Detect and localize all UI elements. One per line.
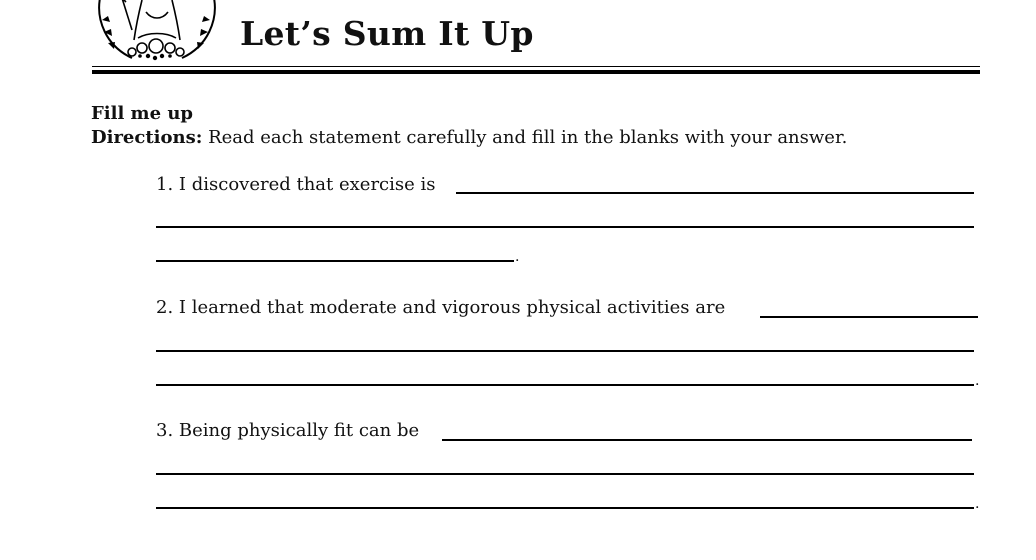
question-2-period: . bbox=[975, 373, 980, 389]
question-1-blank-2[interactable] bbox=[156, 226, 974, 228]
directions-label: Directions: bbox=[91, 127, 203, 148]
question-2-blank-3[interactable] bbox=[156, 384, 974, 386]
section-heading: Fill me up bbox=[91, 103, 193, 124]
directions bbox=[91, 127, 847, 149]
question-3-blank-1[interactable] bbox=[442, 439, 972, 441]
question-1-blank-1[interactable] bbox=[456, 192, 974, 194]
page-title: Let’s Sum It Up bbox=[240, 14, 534, 53]
woman-with-flowers-emblem-icon bbox=[92, 0, 222, 66]
question-3-text: 3. Being physically fit can be bbox=[156, 420, 420, 441]
question-1-period: . bbox=[515, 249, 520, 265]
directions-text: Read each statement carefully and fill in the blanks with your answer. bbox=[202, 127, 848, 148]
question-2-blank-2[interactable] bbox=[156, 350, 974, 352]
question-1-text: 1. I discovered that exercise is bbox=[156, 174, 436, 195]
header-divider-thick bbox=[92, 70, 980, 74]
question-2-text: 2. I learned that moderate and vigorous physical activities are bbox=[156, 297, 726, 318]
question-3-blank-2[interactable] bbox=[156, 473, 974, 475]
question-3-blank-3[interactable] bbox=[156, 507, 974, 509]
header-divider-thin bbox=[92, 66, 980, 67]
question-1-blank-3[interactable] bbox=[156, 260, 514, 262]
question-3-period: . bbox=[975, 496, 980, 512]
question-2-blank-1[interactable] bbox=[760, 316, 978, 318]
